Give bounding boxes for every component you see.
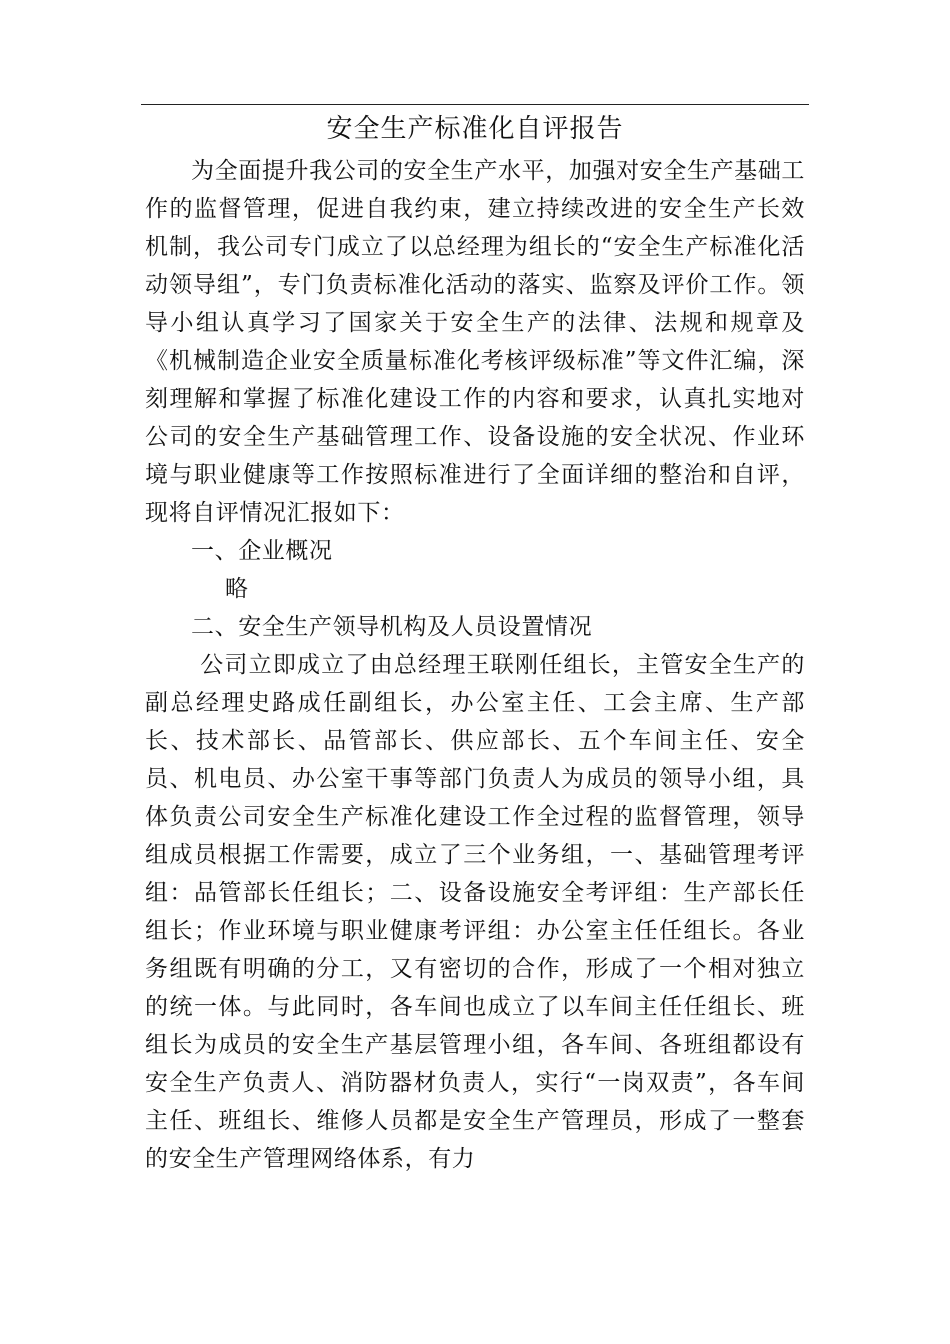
document-body bbox=[145, 152, 805, 1178]
header-rule bbox=[141, 104, 809, 105]
section-2-heading: 二、安全生产领导机构及人员设置情况 bbox=[191, 614, 593, 640]
document-title: 安全生产标准化自评报告 bbox=[326, 114, 624, 144]
section-1-heading: 一、企业概况 bbox=[191, 538, 333, 564]
section-1-body: 略 bbox=[225, 576, 248, 602]
section-2-paragraph: 公司立即成立了由总经理王联刚任组长，主管安全生产的副总经理史路成任副组长，办公室主任、工会主席、生产部长、技术部长、品管部长、供应部长、五个车间主任、安全员、机电员、办公室干事等部门负责人为成员的领导小组，具体负责公司安全生产标准化建设工作全过程的监督管理，领导组成员根据工作需要，成立了三个业务组，一、基础管理考评组：品管部长任组长；二、设备设施安全考评组：生产部长任组长；作业环境与职业健康考评组：办公室主任任组长。各业务组既有明确的分工，又有密切的合作，形成了一个相对独立的统一体。与此同时，各车间也成立了以车间主任任组长、班组长为成员的安全生产基层管理小组，各车间、各班组都设有安全生产负责人、消防器材负责人，实行“一岗双责”，各车间主任、班组长、维修人员都是安全生产管理员，形成了一整套的安全生产管理网络体系，有力 bbox=[145, 652, 805, 1172]
intro-paragraph: 为全面提升我公司的安全生产水平，加强对安全生产基础工作的监督管理，促进自我约束，建立持续改进的安全生产长效机制，我公司专门成立了以总经理为组长的“安全生产标准化活动领导组”，专门负责标准化活动的落实、监察及评价工作。领导小组认真学习了国家关于安全生产的法律、法规和规章及《机械制造企业安全质量标准化考核评级标准”等文件汇编，深刻理解和掌握了标准化建设工作的内容和要求，认真扎实地对公司的安全生产基础管理工作、设备设施的安全状况、作业环境与职业健康等工作按照标准进行了全面详细的整治和自评，现将自评情况汇报如下： bbox=[145, 158, 805, 526]
